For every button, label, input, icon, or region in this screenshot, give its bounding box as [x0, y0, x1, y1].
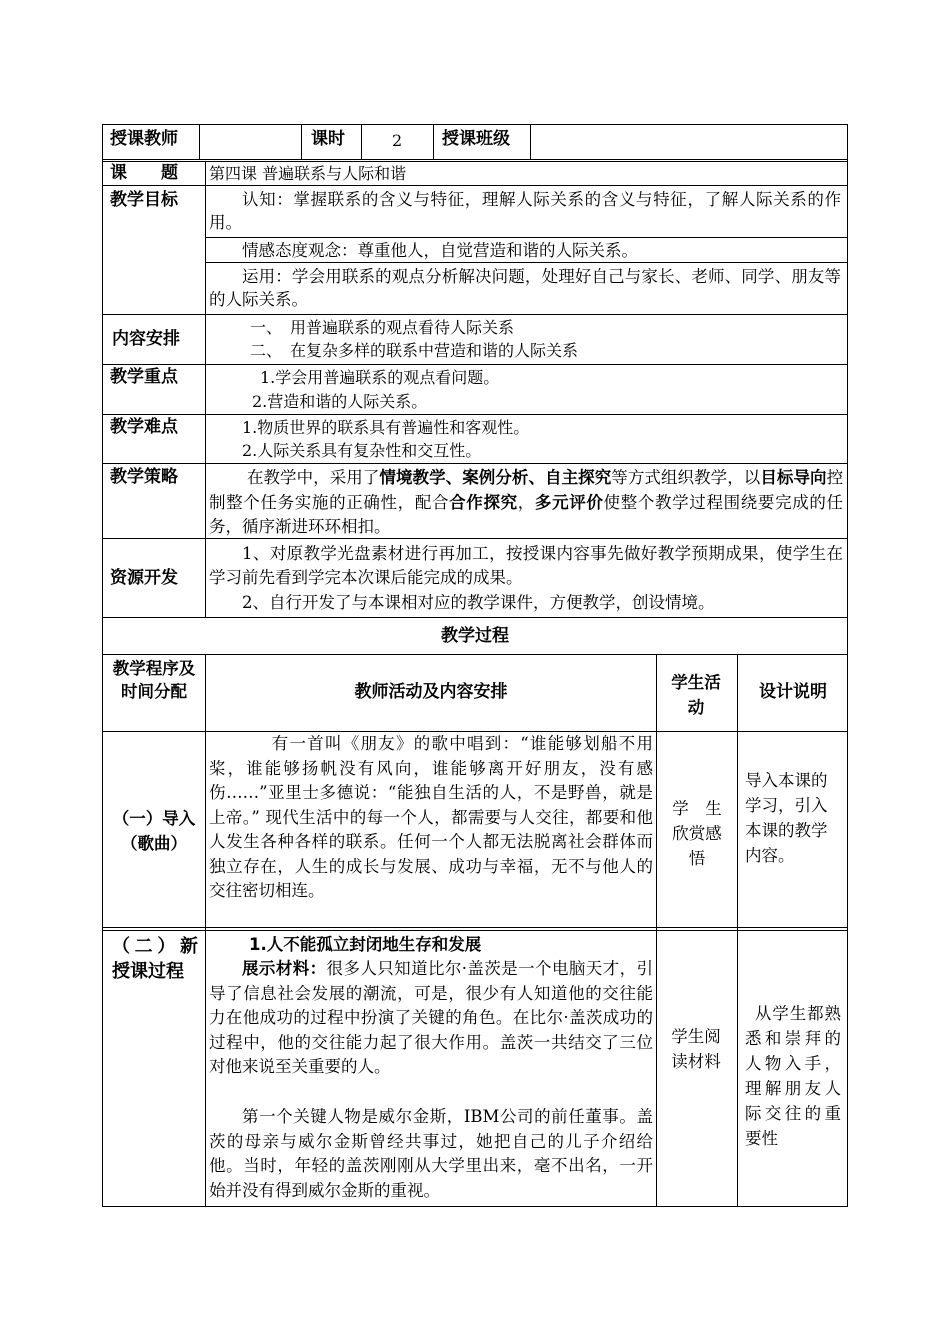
- new-lesson-design-note: 从学生都熟悉和崇拜的人物入手，理解朋友人际交往的重要性: [745, 1004, 841, 1148]
- rule: [433, 124, 434, 160]
- rule: [205, 237, 848, 238]
- rule: [205, 654, 206, 1207]
- new-lesson-stage: （二）新授课过程: [112, 936, 198, 982]
- teacher-label: 授课教师: [110, 129, 178, 149]
- intro-teacher-activity: 有一首叫《朋友》的歌中唱到：“谁能够划船不用桨，谁能够扬帆没有风向，谁能够离开好朋友，没有感伤……”亚里士多德说：“能独自生活的人，不是野兽，就是上帝。” 现代生活中的每一个人，都需要与人交往，都要和他人发生各种各样的联系。任何一个人都无法脱离社会群体而独立存在，人生的成长与发展、成功与幸福，无不与他人的交往密切相连。: [209, 734, 653, 900]
- process-title: 教学过程: [441, 626, 509, 646]
- difficulties-label: 教学难点: [110, 417, 178, 437]
- rule: [102, 124, 103, 1207]
- content-label: 内容安排: [112, 329, 180, 349]
- col-header-teacher: 教师活动及内容安排: [354, 682, 508, 702]
- hours-value: 2: [392, 131, 403, 150]
- objectives-label: 教学目标: [110, 190, 178, 210]
- topic-label: 课 题: [110, 163, 178, 183]
- new-lesson-paragraph-2: 第一个关键人物是威尔金斯，IBM公司的前任董事。盖茨的母亲与威尔金斯曾经共事过，她把自己的儿子介绍给他。当时，年轻的盖茨刚刚从大学里出来，毫不出名，一开始并没有得到威尔金斯的重视。: [209, 1107, 653, 1200]
- class-label: 授课班级: [442, 129, 510, 149]
- new-lesson-heading: 1.人不能孤立封闭地生存和发展: [249, 935, 482, 954]
- new-lesson-material: 展示材料：很多人只知道比尔·盖茨是一个电脑天才，引导了信息社会发展的潮流，可是，很少有人知道他的交往能力在他成功的过程中扮演了关键的角色。在比尔·盖茨成功的过程中，他的交往能力起了很大作用。盖茨一共结交了三位对他来说至关重要的人。: [209, 959, 653, 1076]
- rule: [102, 314, 848, 315]
- intro-stage: （一）导入（歌曲）: [112, 809, 196, 853]
- intro-design-note: 导入本课的学习，引入本课的教学内容。: [745, 771, 828, 865]
- rule: [102, 364, 848, 365]
- col-header-stage: 教学程序及时间分配: [112, 659, 196, 701]
- intro-student-activity: 学 生欣赏感悟: [672, 799, 722, 868]
- rule: [205, 161, 206, 618]
- rule: [205, 262, 848, 263]
- strategy-label: 教学策略: [110, 467, 178, 487]
- resources-label: 资源开发: [110, 568, 178, 588]
- content-item-2: 二、 在复杂多样的联系中营造和谐的人际关系: [250, 341, 579, 360]
- strategy-text: 在教学中，采用了情境教学、案例分析、自主探究等方式组织教学，以目标导向控制整个任务实施的正确性，配合合作探究，多元评价使整个教学过程围绕要完成的任务，循序渐进环环相扣。: [209, 468, 844, 536]
- objective-application: 运用：学会用联系的观点分析解决问题，处理好自己与家长、老师、同学、朋友等的人际关系。: [209, 267, 841, 309]
- new-lesson-student-activity: 学生阅读材料: [671, 1027, 721, 1071]
- rule: [102, 159, 848, 160]
- rule: [102, 124, 848, 125]
- difficulty-2: 2.人际关系具有复杂性和交互性。: [242, 441, 482, 460]
- rule: [102, 463, 848, 464]
- content-item-1: 一、 用普遍联系的观点看待人际关系: [250, 318, 515, 337]
- topic-value: 第四课 普遍联系与人际和谐: [209, 164, 407, 183]
- objective-cognition: 认知：掌握联系的含义与特征，理解人际关系的含义与特征，了解人际关系的作用。: [209, 190, 841, 232]
- lesson-plan-table: [102, 124, 848, 1207]
- objective-attitude: 情感态度观念：尊重他人，自觉营造和谐的人际关系。: [242, 241, 638, 260]
- key-point-2: 2.营造和谐的人际关系。: [252, 392, 428, 411]
- rule: [102, 161, 848, 162]
- key-point-1: 1.学会用普遍联系的观点看问题。: [260, 368, 500, 387]
- rule: [102, 617, 848, 618]
- col-header-design: 设计说明: [759, 682, 827, 702]
- rule: [737, 654, 738, 1207]
- rule: [301, 124, 302, 160]
- rule: [847, 124, 848, 1207]
- rule: [530, 124, 531, 160]
- rule: [199, 124, 200, 160]
- rule: [102, 414, 848, 415]
- col-header-student: 学生活动: [671, 673, 721, 717]
- rule: [361, 124, 362, 160]
- key-points-label: 教学重点: [110, 367, 178, 387]
- rule: [102, 185, 848, 186]
- resource-item-1: 1、对原教学光盘素材进行再加工，按授课内容事先做好教学预期成果，使学生在学习前先看到学完本次课后能完成的成果。: [209, 544, 843, 587]
- resource-item-2: 2、自行开发了与本课相对应的教学课件，方便教学，创设情境。: [242, 593, 715, 612]
- difficulty-1: 1.物质世界的联系具有普遍性和客观性。: [242, 418, 530, 437]
- rule: [656, 654, 657, 1207]
- hours-label: 课时: [311, 129, 345, 149]
